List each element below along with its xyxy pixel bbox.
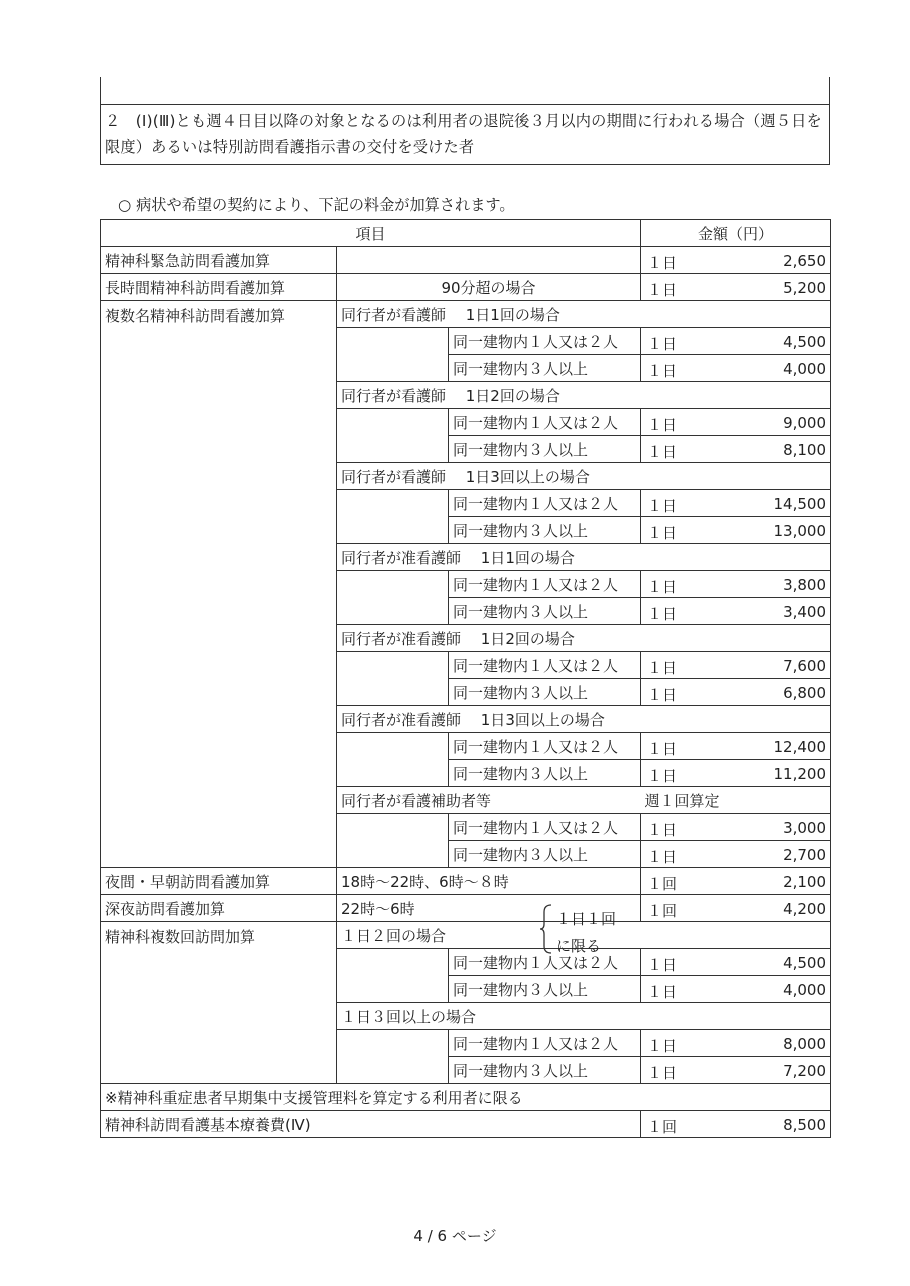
sub-label: 同一建物内３人以上 — [449, 841, 641, 868]
brace-icon — [539, 904, 553, 954]
spacer — [337, 328, 449, 382]
row-name: 複数名精神科訪問看護加算 — [101, 301, 337, 868]
sub-label: 同一建物内３人以上 — [449, 1057, 641, 1084]
spacer — [337, 949, 449, 1003]
amount-cell — [641, 436, 831, 463]
sub-label: 同一建物内１人又は２人 — [449, 490, 641, 517]
unit: １日 — [647, 497, 678, 515]
unit: １日 — [647, 983, 678, 1001]
amount-cell — [641, 571, 831, 598]
value: 4,000 — [783, 981, 827, 999]
page-number: 4 / 6 ページ — [413, 1227, 497, 1245]
row-name: 精神科緊急訪問看護加算 — [101, 247, 337, 274]
amount-cell — [641, 841, 831, 868]
unit: １日 — [647, 524, 678, 542]
header-amount: 金額（円） — [641, 220, 831, 247]
unit: １日 — [647, 335, 678, 353]
unit: １日 — [647, 956, 678, 974]
unit: １日 — [647, 362, 678, 380]
limit-note-line1: １日１回 — [556, 910, 617, 928]
sub-label: 同一建物内３人以上 — [449, 679, 641, 706]
row-name: 長時間精神科訪問看護加算 — [101, 274, 337, 301]
value: 7,600 — [783, 657, 827, 675]
amount-cell — [641, 895, 831, 922]
spacer — [337, 409, 449, 463]
sub-label: 同一建物内１人又は２人 — [449, 733, 641, 760]
value: 8,000 — [783, 1035, 827, 1053]
value: 11,200 — [773, 765, 827, 783]
unit: １日 — [647, 605, 678, 623]
spacer — [337, 652, 449, 706]
table-row — [101, 247, 831, 274]
row-name: 精神科複数回訪問加算 — [101, 922, 337, 1084]
unit: １日 — [647, 740, 678, 758]
divider — [101, 104, 829, 105]
intro-text: ○ 病状や希望の契約により、下記の料金が加算されます。 — [118, 196, 515, 214]
sub-label: 同一建物内３人以上 — [449, 760, 641, 787]
group-label: 同行者が准看護師 1日1回の場合 — [337, 544, 831, 571]
unit: １回 — [647, 875, 678, 893]
unit: １日 — [647, 659, 678, 677]
table-row — [101, 922, 831, 949]
row-name: 夜間・早朝訪問看護加算 — [101, 868, 337, 895]
sub-label: 同一建物内１人又は２人 — [449, 571, 641, 598]
amount-cell — [641, 760, 831, 787]
amount-cell — [641, 517, 831, 544]
row-name: 深夜訪問看護加算 — [101, 895, 337, 922]
amount-cell — [641, 247, 831, 274]
note-box — [100, 77, 830, 165]
sub-label: 同一建物内１人又は２人 — [449, 814, 641, 841]
table-row — [101, 895, 831, 922]
spacer — [337, 490, 449, 544]
group-label: 同行者が准看護師 1日2回の場合 — [337, 625, 831, 652]
spacer — [337, 814, 449, 868]
group-label: 同行者が看護補助者等 — [337, 787, 641, 814]
unit: １日 — [647, 1037, 678, 1055]
sub-label: 同一建物内１人又は２人 — [449, 652, 641, 679]
amount-cell — [641, 355, 831, 382]
value: 13,000 — [773, 522, 827, 540]
value: 7,200 — [783, 1062, 827, 1080]
sub-label: 同一建物内１人又は２人 — [449, 409, 641, 436]
value: 3,400 — [783, 603, 827, 621]
value: 2,650 — [783, 252, 827, 270]
fee-table — [100, 219, 831, 1138]
unit: １日 — [647, 416, 678, 434]
group-note: 週１回算定 — [641, 787, 831, 814]
unit: １回 — [647, 1118, 678, 1136]
value: 12,400 — [773, 738, 827, 756]
spacer — [337, 733, 449, 787]
table-header — [101, 220, 831, 247]
amount-cell — [641, 1030, 831, 1057]
group-label: 同行者が看護師 1日1回の場合 — [337, 301, 831, 328]
unit: １回 — [647, 902, 678, 920]
sub-label: 同一建物内１人又は２人 — [449, 1030, 641, 1057]
unit: １日 — [647, 281, 678, 299]
amount-cell — [641, 949, 831, 976]
value: 8,100 — [783, 441, 827, 459]
table-row — [101, 274, 831, 301]
amount-cell — [641, 490, 831, 517]
unit: １日 — [647, 254, 678, 272]
spacer — [337, 571, 449, 625]
sub-label: 同一建物内３人以上 — [449, 436, 641, 463]
note-2-text: ２ (Ⅰ)(Ⅲ)とも週４日目以降の対象となるのは利用者の退院後３月以内の期間に行われる場合（週５日を限度）あるいは特別訪問看護指示書の交付を受けた者 — [105, 112, 822, 156]
amount-cell — [641, 976, 831, 1003]
spacer — [337, 1030, 449, 1084]
unit: １日 — [647, 767, 678, 785]
group-label: 同行者が看護師 1日2回の場合 — [337, 382, 831, 409]
value: 2,100 — [783, 873, 827, 891]
header-item: 項目 — [101, 220, 641, 247]
value: 3,800 — [783, 576, 827, 594]
amount-cell — [641, 1111, 831, 1138]
table-row — [101, 301, 831, 328]
value: 14,500 — [773, 495, 827, 513]
condition: 18時～22時、6時～８時 — [337, 868, 641, 895]
sub-label: 同一建物内３人以上 — [449, 355, 641, 382]
amount-cell — [641, 733, 831, 760]
sub-label: 同一建物内１人又は２人 — [449, 328, 641, 355]
sub-label: 同一建物内３人以上 — [449, 598, 641, 625]
amount-cell — [641, 868, 831, 895]
condition: 90分超の場合 — [337, 274, 641, 301]
value: 3,000 — [783, 819, 827, 837]
sub-label: 同一建物内３人以上 — [449, 976, 641, 1003]
row-name: 精神科訪問看護基本療養費(Ⅳ) — [101, 1111, 641, 1138]
group-label: 同行者が看護師 1日3回以上の場合 — [337, 463, 831, 490]
value: 6,800 — [783, 684, 827, 702]
sub-label: 同一建物内１人又は２人 — [449, 949, 641, 976]
group-label: １日３回以上の場合 — [337, 1003, 831, 1030]
unit: １日 — [647, 821, 678, 839]
limit-note-line2: に限る — [556, 937, 602, 955]
amount-cell — [641, 1057, 831, 1084]
condition: 22時～6時 — [337, 895, 641, 922]
table-row — [101, 868, 831, 895]
value: 4,000 — [783, 360, 827, 378]
value: 4,200 — [783, 900, 827, 918]
amount-cell — [641, 274, 831, 301]
table-row — [101, 1111, 831, 1138]
value: 8,500 — [783, 1116, 827, 1134]
amount-cell — [641, 409, 831, 436]
group-label: 同行者が准看護師 1日3回以上の場合 — [337, 706, 831, 733]
value: 4,500 — [783, 333, 827, 351]
value: 4,500 — [783, 954, 827, 972]
unit: １日 — [647, 578, 678, 596]
value: 2,700 — [783, 846, 827, 864]
unit: １日 — [647, 1064, 678, 1082]
group-label: １日２回の場合 — [337, 922, 831, 949]
value: 5,200 — [783, 279, 827, 297]
unit: １日 — [647, 443, 678, 461]
remark: ※精神科重症患者早期集中支援管理料を算定する利用者に限る — [101, 1084, 831, 1111]
sub-label: 同一建物内３人以上 — [449, 517, 641, 544]
value: 9,000 — [783, 414, 827, 432]
table-row — [101, 1084, 831, 1111]
amount-cell — [641, 814, 831, 841]
unit: １日 — [647, 848, 678, 866]
amount-cell — [641, 679, 831, 706]
unit: １日 — [647, 686, 678, 704]
amount-cell — [641, 652, 831, 679]
amount-cell — [641, 328, 831, 355]
amount-cell — [641, 598, 831, 625]
empty-cell — [337, 247, 641, 274]
